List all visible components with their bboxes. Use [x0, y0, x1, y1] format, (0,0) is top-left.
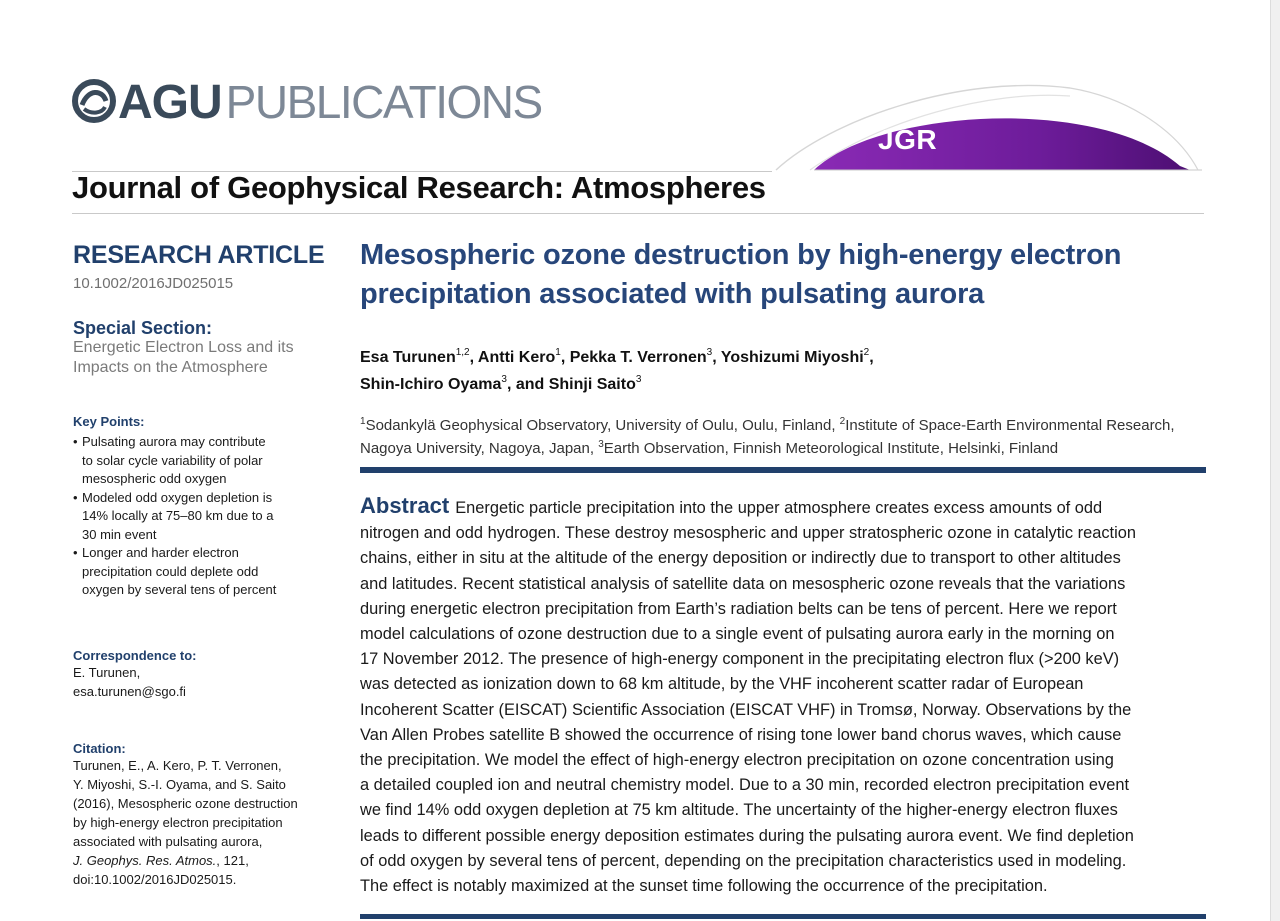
key-point: • Modeled odd oxygen depletion is 14% locally at 75–80 km due to a 30 min event: [73, 489, 335, 545]
jgr-arc-graphic: [770, 80, 1210, 175]
citation-label: Citation:: [73, 740, 126, 756]
citation-doi[interactable]: doi:10.1002/2016JD025015.: [73, 871, 237, 887]
citation-volume: 121: [223, 852, 246, 868]
key-point: • Longer and harder electron precipitation could deplete odd oxygen by several tens of percent: [73, 544, 335, 600]
author[interactable]: Shinji Saito$^3$: [548, 374, 642, 393]
journal-title: Journal of Geophysical Research: Atmospheres: [72, 170, 766, 205]
abstract: Abstract Energetic particle precipitation into the upper atmosphere creates excess amounts of odd nitrogen and odd hydrogen. These destroy mesospheric and upper stratospheric ozone in catalytic reaction chains, either in situ at the altitude of the energy deposition or indirectly due to transport to other altitudes and latitudes. Recent statistical analysis of satellite data on mesospheric ozone reveals that the variations during energetic electron precipitation from Earth’s radiation belts can be tens of percent. Here we report model calculations of ozone destruction due to a single event of pulsating aurora early in the morning on 17 November 2012. The presence of high-energy component in the precipitating electron flux (>200 keV) was detected as ionization down to 68 km altitude, by the VHF incoherent scatter radar of European Incoherent Scatter (EISCAT) Scientific Association (EISCAT VHF) in Tromsø, Norway. Observations by the Van Allen Probes satellite B showed the occurrence of rising tone lower band chorus waves, which cause the precipitation. We model the effect of high-energy electron precipitation on ozone concentration using a detailed coupled ion and neutral chemistry model. Due to a 30 min, recorded electron precipitation event we find 14% odd oxygen depletion at 75 km altitude. The uncertainty of the higher-energy electron fluxes leads to different possible energy deposition estimates during the pulsating aurora event. We find depletion of odd oxygen by several tens of percent, depending on the precipitation characteristics used in modeling. The effect is notably maximized at the sunset time following the occurrence of the precipitation.: [360, 493, 1136, 896]
article-title: Mesospheric ozone destruction by high-energy electron precipitation associated with pulsating aurora: [360, 239, 1122, 310]
key-points-label: Key Points:: [73, 414, 145, 429]
author[interactable]: Yoshizumi Miyoshi$^2$: [720, 347, 870, 366]
publications-wordmark: PUBLICATIONS: [225, 76, 542, 128]
article-type: RESEARCH ARTICLE: [73, 241, 325, 269]
key-points-list: [73, 433, 335, 600]
correspondence-label: Correspondence to:: [73, 647, 197, 663]
abstract-heading: Abstract: [360, 493, 450, 518]
author[interactable]: Pekka T. Verronen$^3$: [569, 347, 713, 366]
article-sidebar: [73, 240, 335, 889]
author[interactable]: Antti Kero$^1$: [477, 347, 561, 366]
agu-publications-logo: [72, 74, 542, 130]
abstract-divider-bottom: [360, 914, 1206, 919]
abstract-divider-top: [360, 467, 1206, 473]
agu-swirl-icon: [72, 79, 116, 123]
citation-journal: J. Geophys. Res. Atmos.: [73, 852, 217, 868]
citation-text: Turunen, E., A. Kero, P. T. Verronen, Y. Miyoshi, S.-I. Oyama, and S. Saito (2016), Mesospheric ozone destruction by high-energy electron precipitation associated with pulsating aurora, J. Geophys. Res. Atmos., 121, doi:10.1002/2016JD025015.: [73, 756, 335, 889]
correspondence-email-link[interactable]: esa.turunen@sgo.fi: [73, 683, 186, 699]
author-list: Esa Turunen$^{1,2}$, Antti Kero$^1$, Pekka T. Verronen$^3$, Yoshizumi Miyoshi$^2$, Shin-Ichiro Oyama$^3$, and Shinji Saito$^3$: [360, 347, 874, 393]
jgr-badge: [770, 80, 1210, 175]
article-doi[interactable]: 10.1002/2016JD025015: [73, 275, 234, 292]
jgr-badge-label: JGR: [878, 124, 938, 155]
author[interactable]: Shin-Ichiro Oyama$^3$: [360, 374, 507, 393]
correspondence-name: E. Turunen,: [73, 664, 141, 680]
special-section-name[interactable]: Energetic Electron Loss and its Impacts on the Atmosphere: [73, 339, 294, 376]
author[interactable]: Esa Turunen$^{1,2}$: [360, 347, 470, 366]
affiliations: $^1$Sodankylä Geophysical Observatory, University of Oulu, Oulu, Finland, $^2$Institute of Space-Earth Environmental Research, Nagoya University, Nagoya, Japan, $^3$Earth Observation, Finnish Meteorological Institute, Helsinki, Finland: [360, 416, 1175, 457]
agu-wordmark: AGU: [118, 76, 222, 129]
article-main: [360, 236, 1206, 460]
special-section-label: Special Section:: [73, 318, 213, 338]
header-divider: [72, 213, 1204, 214]
scrollbar-track[interactable]: [1270, 0, 1280, 921]
key-point: • Pulsating aurora may contribute to solar cycle variability of polar mesospheric odd oxygen: [73, 433, 335, 489]
